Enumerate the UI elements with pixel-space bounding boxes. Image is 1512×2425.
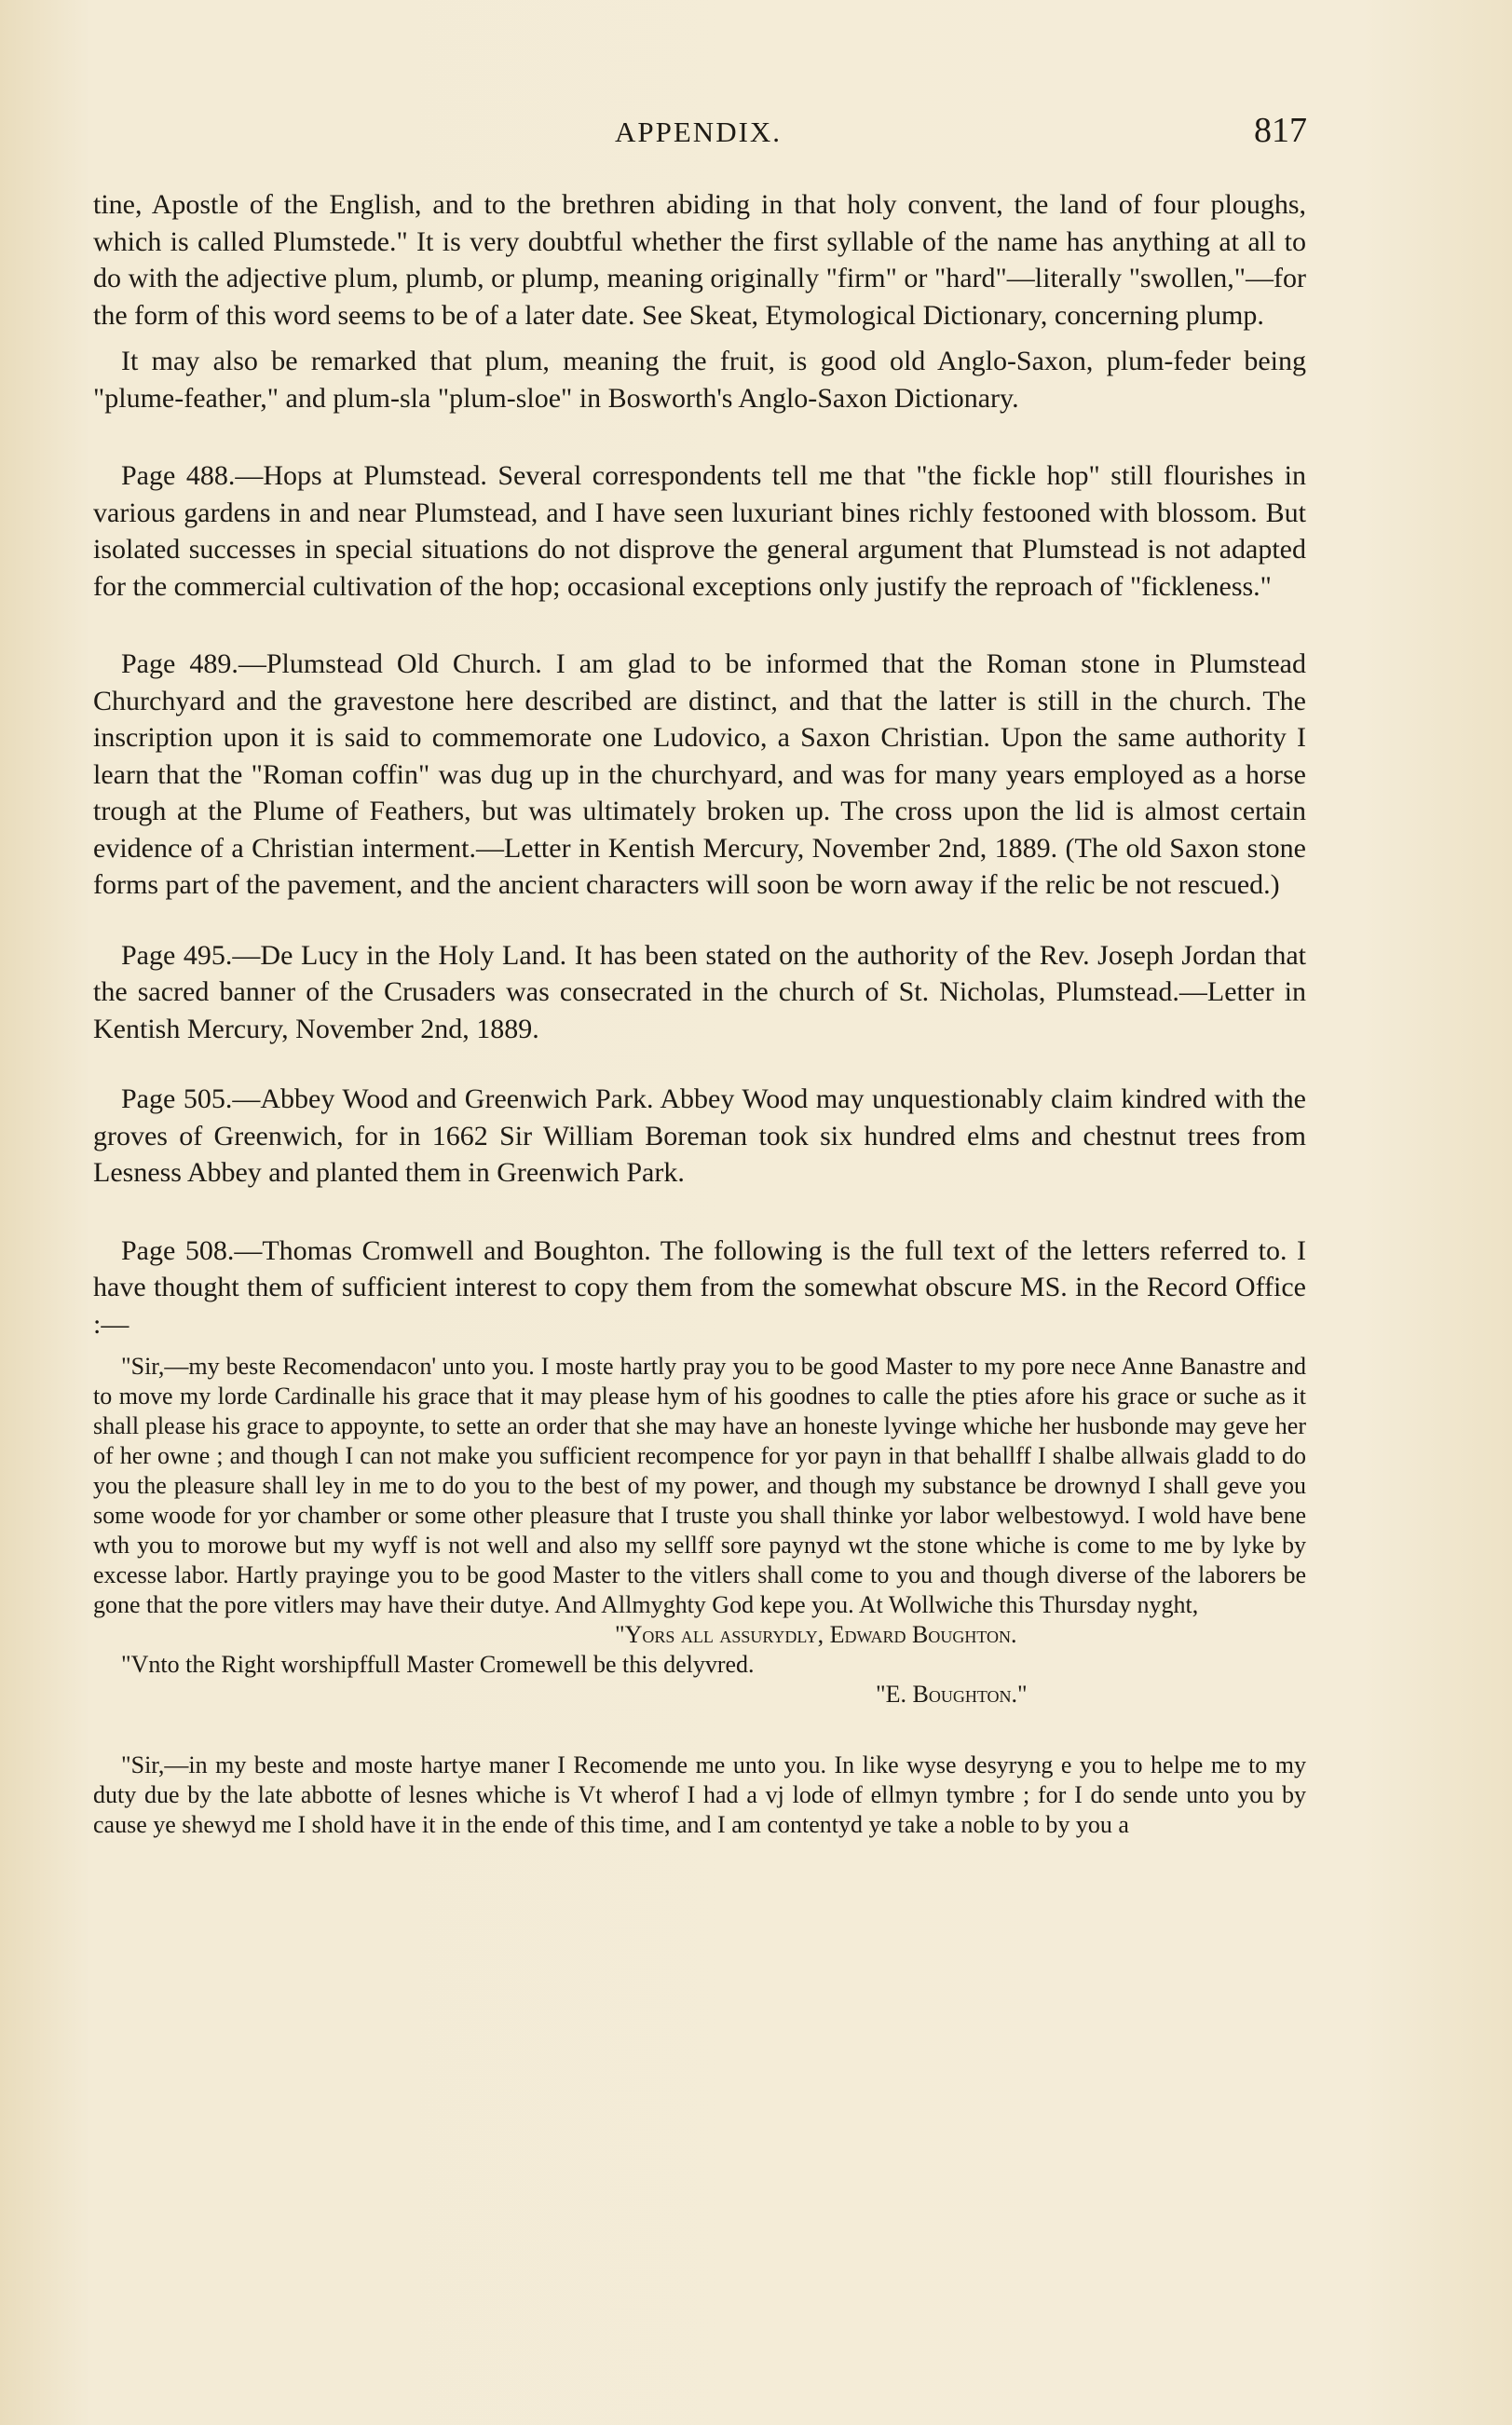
letter-first-signoff: "Yors all assurydly, Edward Boughton. [615, 1621, 1017, 1648]
page-body [93, 186, 1306, 1840]
letter-second-body: "Sir,—in my beste and moste hartye maner I Recomende me unto you. In like wyse desyryng e you to helpe me to my duty due by the late abbotte of lesnes whiche is Vt wherof I had a vj lode of ellmyn tymbre ; for I do sende unto you by cause ye shewyd me I shold have it in the ende of this time, and I am contentyd ye take a noble to by you a [93, 1751, 1306, 1838]
letter-first-initials: "E. Boughton." [876, 1681, 1028, 1708]
letter-first-address: "Vnto the Right worshipffull Master Cromewell be this delyvred. [121, 1651, 755, 1678]
letter-second [93, 1751, 1306, 1840]
paragraph-page-488: Page 488.—Hops at Plumstead. Several correspondents tell me that "the fickle hop" still flourishes in various gardens in and near Plumstead, and I have seen luxuriant bines richly festooned with blossom. But isolated successes in special situations do not disprove the general argument that Plumstead is not adapted for the commercial cultivation of the hop; occasional exceptions only justify the reproach of "fickleness." [93, 460, 1306, 602]
paragraph-page-508: Page 508.—Thomas Cromwell and Boughton. The following is the full text of the letters referred to. I have thought them of sufficient interest to copy them from the somewhat obscure MS. in the Record Office :— [93, 1234, 1306, 1340]
running-head: APPENDIX. [615, 116, 783, 148]
paragraph-page-505: Page 505.—Abbey Wood and Greenwich Park. Abbey Wood may unquestionably claim kindred with the groves of Greenwich, for in 1662 Sir William Boreman took six hundred elms and chestnut trees from Lesness Abbey and planted them in Greenwich Park. [93, 1083, 1306, 1188]
page-header [0, 110, 1512, 157]
paragraph-plum-fruit: It may also be remarked that plum, meaning the fruit, is good old Anglo-Saxon, plum-feder being "plume-feather," and plum-sla "plum-sloe" in Bosworth's Anglo-Saxon Dictionary. [93, 346, 1306, 414]
page-number: 817 [1254, 111, 1307, 150]
paragraph-plumstede: tine, Apostle of the English, and to the brethren abiding in that holy convent, the land of four ploughs, which is called Plumstede." It is very doubtful whether the first syllable of the name has anything at all to do with the adjective plum, plumb, or plump, meaning originally "firm" or "hard"—literally "swollen,"—for the form of this word seems to be of a later date. See Skeat, Etymological Dictionary, concerning plump. [93, 189, 1306, 331]
letter-first-body: "Sir,—my beste Recomendacon' unto you. I moste hartly pray you to be good Master to my pore nece Anne Banastre and to move my lorde Cardinalle his grace that it may please hym of his goodnes to calle the pties afore his grace or suche as it shall please his grace to appoynte, to sette an order that she may have an honeste lyvinge whiche her husbonde may geve her of her owne ; and though I can not make you sufficient recompence for yor payn in that behallff I shalbe allwais gladd to do you the pleasure shall ley in me to do you to the best of my power, and though my substance be drownyd I shall geve you some woode for yor chamber or some other pleasure that I truste you shall thinke yor labor welbestowyd. I wold have bene wth you to morowe but my wyff is not well and also my sellff sore paynyd wt the stone whiche is come to me by lyke by excesse labor. Hartly prayinge you to be good Master to the vitlers shall come to you and though diverse of the laborers be gone that the pore vitlers may have their dutye. And Allmyghty God kepe you. At Wollwiche this Thursday nyght, [93, 1353, 1306, 1618]
paragraph-page-489: Page 489.—Plumstead Old Church. I am glad to be informed that the Roman stone in Plumstead Churchyard and the gravestone here described are distinct, and that the latter is still in the church. The inscription upon it is said to commemorate one Ludovico, a Saxon Christian. Upon the same authority I learn that the "Roman coffin" was dug up in the churchyard, and was for many years employed as a horse trough at the Plume of Feathers, but was ultimately broken up. The cross upon the lid is almost certain evidence of a Christian interment.—Letter in Kentish Mercury, November 2nd, 1889. (The old Saxon stone forms part of the pavement, and the ancient characters will soon be worn away if the relic be not rescued.) [93, 648, 1306, 900]
paragraph-page-495: Page 495.—De Lucy in the Holy Land. It has been stated on the authority of the Rev. Joseph Jordan that the sacred banner of the Crusaders was consecrated in the church of St. Nicholas, Plumstead.—Letter in Kentish Mercury, November 2nd, 1889. [93, 939, 1306, 1044]
letter-first [93, 1352, 1306, 1710]
